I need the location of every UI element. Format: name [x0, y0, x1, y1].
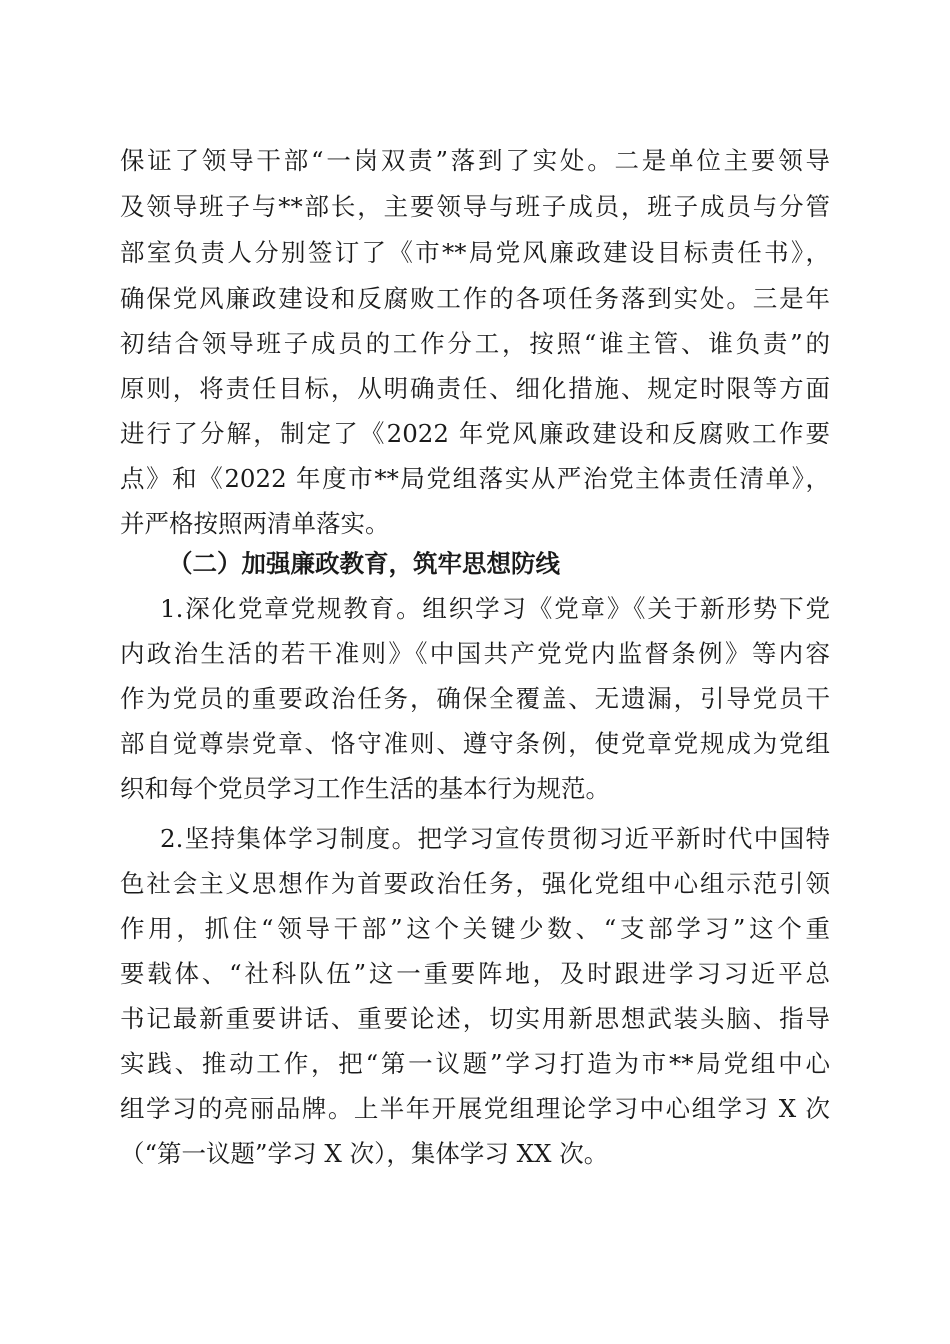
- paragraph1-line-2: 及领导班子与**部长，主要领导与班子成员，班子成员与分管: [120, 192, 830, 221]
- paragraph1-line-3: 部室负责人分别签订了《市**局党风廉政建设目标责任书》，: [120, 238, 830, 267]
- paragraph3-line-4: 要载体、“社科队伍”这一重要阵地，及时跟进学习习近平总: [120, 959, 830, 988]
- paragraph1-line-1: 保证了领导干部“一岗双责”落到了实处。二是单位主要领导: [120, 146, 830, 175]
- paragraph3-line-7: 组学习的亮丽品牌。上半年开展党组理论学习中心组学习 X 次: [120, 1094, 830, 1123]
- paragraph1-line-6: 原则，将责任目标，从明确责任、细化措施、规定时限等方面: [120, 374, 830, 403]
- paragraph2-line-3: 作为党员的重要政治任务，确保全覆盖、无遗漏，引导党员干: [120, 684, 830, 713]
- paragraph2-line-1: 1.深化党章党规教育。组织学习《党章》《关于新形势下党: [160, 594, 830, 623]
- paragraph2-line-2: 内政治生活的若干准则》《中国共产党党内监督条例》等内容: [120, 639, 830, 668]
- paragraph3-line-1: 2.坚持集体学习制度。把学习宣传贯彻习近平新时代中国特: [160, 824, 830, 853]
- paragraph3-line-3: 作用，抓住“领导干部”这个关键少数、“支部学习”这个重: [120, 914, 830, 943]
- paragraph1-line-9: 并严格按照两清单落实。: [120, 509, 390, 538]
- paragraph1-line-8: 点》和《2022 年度市**局党组落实从严治党主体责任清单》，: [120, 464, 830, 493]
- paragraph2-line-5: 织和每个党员学习工作生活的基本行为规范。: [120, 774, 610, 803]
- paragraph1-line-5: 初结合领导班子成员的工作分工，按照“谁主管、谁负责”的: [120, 329, 830, 358]
- section-heading: （二）加强廉政教育，筑牢思想防线: [168, 549, 560, 578]
- paragraph3-line-6: 实践、推动工作，把“第一议题”学习打造为市**局党组中心: [120, 1049, 830, 1078]
- paragraph3-line-8: （“第一议题”学习 X 次），集体学习 XX 次。: [120, 1139, 609, 1168]
- paragraph3-line-5: 书记最新重要讲话、重要论述，切实用新思想武装头脑、指导: [120, 1004, 830, 1033]
- paragraph2-line-4: 部自觉尊崇党章、恪守准则、遵守条例，使党章党规成为党组: [120, 729, 830, 758]
- paragraph1-line-7: 进行了分解，制定了《2022 年党风廉政建设和反腐败工作要: [120, 419, 830, 448]
- paragraph1-line-4: 确保党风廉政建设和反腐败工作的各项任务落到实处。三是年: [120, 284, 830, 313]
- paragraph3-line-2: 色社会主义思想作为首要政治任务，强化党组中心组示范引领: [120, 869, 830, 898]
